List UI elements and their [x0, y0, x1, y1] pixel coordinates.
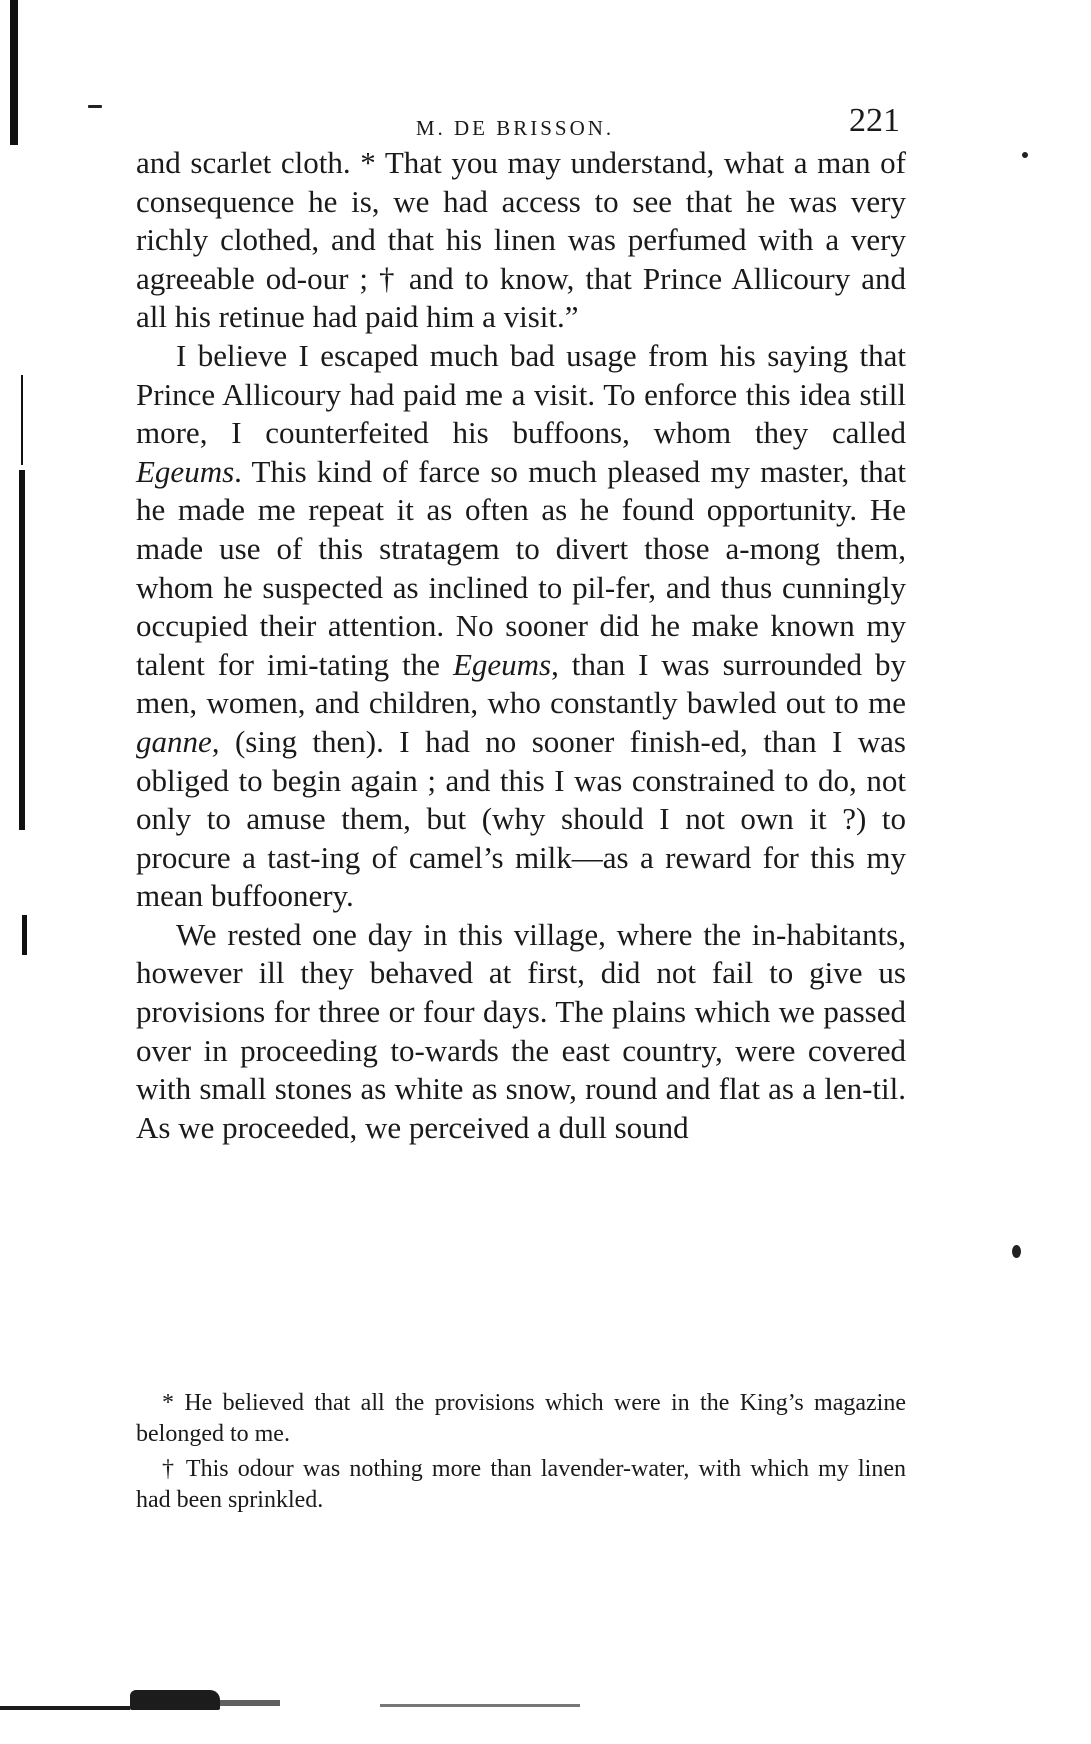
footnote: * He believed that all the provisions which were in the King’s magazine belonged to me.: [136, 1390, 906, 1447]
scan-edge-mark: [10, 0, 18, 145]
running-head: M. DE BRISSON.: [415, 116, 615, 140]
scan-edge-mark: [21, 375, 23, 465]
italic-term: Egeums: [136, 453, 235, 489]
speck: [88, 105, 102, 108]
italic-term: Egeums: [452, 646, 552, 682]
paragraph: and scarlet cloth. * That you may understand, what a man of consequence he is, we had access to see that he was very richly clothed, and that his linen was perfumed with a very agreeable od-our ; † and to know, that Prince Allicoury and all his retinue had paid him a visit.”: [136, 145, 906, 335]
scan-edge-mark: [19, 470, 25, 830]
scan-smudge: [220, 1700, 280, 1706]
scan-smudge: [130, 1690, 220, 1710]
paragraph: I believe I escaped much bad usage from his saying that Prince Allicoury had paid me a visit. To enforce this idea still more, I counterfeited his buffoons, whom they called Egeums. This kind of farce so much pleased my master, that he made me repeat it as often as he found opportunity. He made use of this stratagem to divert those a-mong them, whom he suspected as inclined to pil-fer, and thus cunningly occupied their attention. No sooner did he make known my talent for imi-tating the Egeums, than I was surrounded by men, women, and children, who constantly bawled out to me ganne, (sing then). I had no sooner finish-ed, than I was obliged to begin again ; and this I was constrained to do, not only to amuse them, but (why should I not own it ?) to procure a tast-ing of camel’s milk—as a reward for this my mean buffoonery.: [136, 337, 906, 914]
scan-edge-mark: [22, 915, 27, 955]
page-number: 221: [849, 102, 900, 139]
body-text: [136, 144, 906, 1147]
paragraph: We rested one day in this village, where the in-habitants, however ill they behaved at first, did not fail to give us provisions for three or four days. The plains which we passed over in proceeding to-wards the east country, were covered with small stones as white as snow, round and flat as a len-til. As we proceeded, we perceived a dull sound: [136, 916, 906, 1145]
footnotes: [136, 1388, 906, 1520]
footnote: † This odour was nothing more than lavender-water, with which my linen had been sprinkled.: [136, 1456, 906, 1513]
italic-term: ganne,: [136, 723, 220, 759]
speck: [1022, 152, 1028, 158]
scan-smudge: [0, 1706, 130, 1710]
page-header: [130, 102, 900, 142]
speck: [1012, 1245, 1021, 1258]
scan-smudge: [380, 1704, 580, 1707]
